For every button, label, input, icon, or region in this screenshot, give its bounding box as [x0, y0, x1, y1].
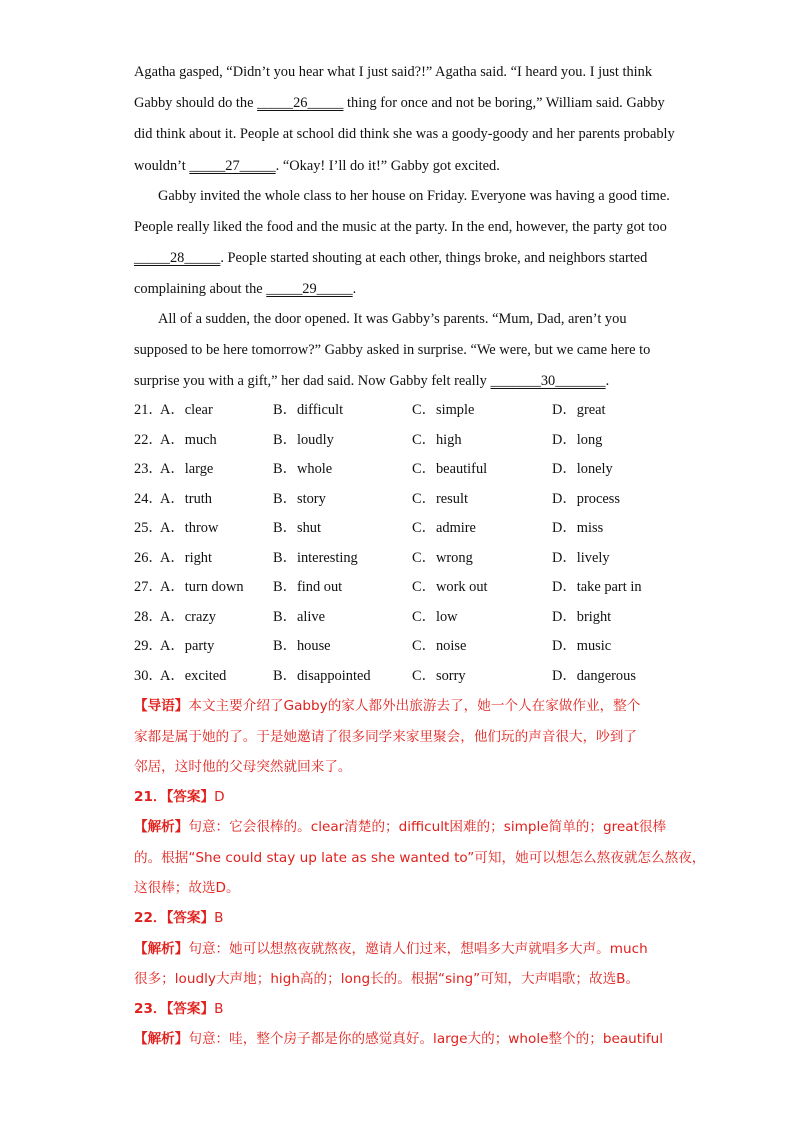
- passage-text: thing for once and not be boring,” William said. Gabby: [343, 95, 665, 111]
- blank-27: _____27_____: [189, 158, 276, 174]
- option-c: C．admire: [412, 520, 476, 536]
- option-a: A．right: [160, 550, 212, 566]
- analysis-line: [134, 908, 223, 928]
- option-c: C．work out: [412, 579, 488, 595]
- option-b: B．find out: [273, 579, 343, 595]
- option-row: [134, 400, 674, 420]
- blank-28: _____28_____: [134, 250, 221, 266]
- question-number: 29．: [134, 638, 163, 654]
- passage-text: .: [352, 281, 357, 297]
- option-row: [134, 518, 674, 538]
- option-row: [134, 548, 674, 568]
- blank-26: _____26_____: [257, 95, 344, 111]
- passage-text: .: [605, 373, 610, 389]
- answer-tag: 22．【答案】: [134, 910, 215, 926]
- option-d: D．take part in: [552, 579, 642, 595]
- option-b: B．whole: [273, 461, 333, 477]
- analysis-line: [134, 696, 640, 716]
- question-number: 21．: [134, 402, 163, 418]
- question-number: 22．: [134, 432, 163, 448]
- passage-line: [134, 340, 650, 360]
- question-number: 28．: [134, 609, 163, 625]
- answer-value: B: [214, 910, 224, 926]
- analysis-line: [134, 757, 352, 777]
- question-number: 25．: [134, 520, 163, 536]
- passage-text: complaining about the: [134, 281, 267, 297]
- passage-line: [134, 124, 675, 144]
- option-d: D．long: [552, 432, 603, 448]
- analysis-line: [134, 727, 637, 747]
- answer-tag: 23．【答案】: [134, 1001, 215, 1017]
- passage-text: supposed to be here tomorrow?” Gabby asked in surprise. “We were, but we came here to: [134, 342, 651, 358]
- analysis-text: 句意：哇，整个房子都是你的感觉真好。large大的；whole整个的；beautiful: [188, 1031, 664, 1047]
- passage-line: [134, 217, 667, 237]
- question-number: 27．: [134, 579, 163, 595]
- option-b: B．alive: [273, 609, 325, 625]
- option-b: B．loudly: [273, 432, 334, 448]
- option-d: D．lively: [552, 550, 610, 566]
- answer-value: D: [214, 789, 225, 805]
- analysis-text: 邻居，这时他的父母突然就回来了。: [134, 759, 352, 775]
- analysis-text: 这很棒；故选D。: [134, 880, 240, 896]
- option-row: [134, 577, 674, 597]
- option-a: A．truth: [160, 491, 212, 507]
- option-row: [134, 607, 674, 627]
- analysis-line: [134, 787, 225, 807]
- option-d: D．process: [552, 491, 620, 507]
- analysis-line: [134, 939, 648, 959]
- option-d: D．lonely: [552, 461, 613, 477]
- option-row: [134, 666, 674, 686]
- passage-text: did think about it. People at school did think she was a goody-goody and her parents probably: [134, 126, 675, 142]
- passage-text: Gabby invited the whole class to her house on Friday. Everyone was having a good time.: [158, 188, 670, 204]
- option-a: A．much: [160, 432, 217, 448]
- option-a: A．crazy: [160, 609, 216, 625]
- option-a: A．excited: [160, 668, 227, 684]
- analysis-text: 句意：它会很棒的。clear清楚的；difficult困难的；simple简单的；great很棒: [188, 819, 667, 835]
- answer-tag: 21．【答案】: [134, 789, 215, 805]
- option-d: D．great: [552, 402, 606, 418]
- passage-text: . People started shouting at each other, things broke, and neighbors started: [220, 250, 648, 266]
- option-a: A．clear: [160, 402, 213, 418]
- question-number: 30．: [134, 668, 163, 684]
- passage-text: . “Okay! I’ll do it!” Gabby got excited.: [275, 158, 500, 174]
- option-a: A．turn down: [160, 579, 244, 595]
- passage-text: Gabby should do the: [134, 95, 258, 111]
- blank-29: _____29_____: [266, 281, 353, 297]
- question-number: 26．: [134, 550, 163, 566]
- option-a: A．large: [160, 461, 214, 477]
- analysis-text: 的。根据“She could stay up late as she wanted to”可知，她可以想怎么熬夜就怎么熬夜，: [134, 850, 706, 866]
- analysis-line: [134, 1029, 663, 1049]
- passage-line: [134, 248, 647, 268]
- option-c: C．noise: [412, 638, 467, 654]
- question-number: 23．: [134, 461, 163, 477]
- option-d: D．dangerous: [552, 668, 636, 684]
- option-d: D．miss: [552, 520, 604, 536]
- analysis-text: 家都是属于她的了。于是她邀请了很多同学来家里聚会，他们玩的声音很大，吵到了: [134, 729, 637, 745]
- analysis-line: [134, 969, 639, 989]
- option-d: D．bright: [552, 609, 612, 625]
- option-b: B．difficult: [273, 402, 344, 418]
- option-c: C．simple: [412, 402, 475, 418]
- passage-line: [134, 93, 665, 113]
- analysis-tag: 【解析】: [134, 941, 189, 957]
- option-a: A．throw: [160, 520, 219, 536]
- option-d: D．music: [552, 638, 612, 654]
- option-b: B．house: [273, 638, 331, 654]
- analysis-text: 句意：她可以想熬夜就熬夜，邀请人们过来，想唱多大声就唱多大声。much: [188, 941, 648, 957]
- analysis-line: [134, 817, 666, 837]
- option-a: A．party: [160, 638, 215, 654]
- option-row: [134, 430, 674, 450]
- option-b: B．story: [273, 491, 326, 507]
- passage-text: Agatha gasped, “Didn’t you hear what I just said?!” Agatha said. “I heard you. I just think: [134, 64, 653, 80]
- passage-text: All of a sudden, the door opened. It was Gabby’s parents. “Mum, Dad, aren’t you: [158, 311, 627, 327]
- option-row: [134, 636, 674, 656]
- analysis-line: [134, 848, 705, 868]
- passage-line: [134, 156, 500, 176]
- question-number: 24．: [134, 491, 163, 507]
- option-c: C．result: [412, 491, 468, 507]
- analysis-tag: 【解析】: [134, 1031, 189, 1047]
- answer-value: B: [214, 1001, 224, 1017]
- analysis-tag: 【导语】: [134, 698, 189, 714]
- option-c: C．wrong: [412, 550, 473, 566]
- blank-30: _______30_______: [490, 373, 606, 389]
- option-b: B．interesting: [273, 550, 358, 566]
- analysis-text: 本文主要介绍了Gabby的家人都外出旅游去了，她一个人在家做作业，整个: [188, 698, 641, 714]
- option-row: [134, 459, 674, 479]
- option-b: B．disappointed: [273, 668, 371, 684]
- passage-text: surprise you with a gift,” her dad said. Now Gabby felt really: [134, 373, 491, 389]
- passage-line: [134, 62, 652, 82]
- analysis-text: 很多；loudly大声地；high高的；long长的。根据“sing”可知，大声唱歌；故选B。: [134, 971, 640, 987]
- option-c: C．high: [412, 432, 462, 448]
- passage-line: [158, 186, 670, 206]
- analysis-line: [134, 999, 223, 1019]
- option-c: C．low: [412, 609, 458, 625]
- passage-line: [134, 279, 356, 299]
- passage-text: wouldn’t: [134, 158, 190, 174]
- option-c: C．sorry: [412, 668, 466, 684]
- analysis-tag: 【解析】: [134, 819, 189, 835]
- analysis-line: [134, 878, 240, 898]
- passage-line: [158, 309, 627, 329]
- option-row: [134, 489, 674, 509]
- option-b: B．shut: [273, 520, 321, 536]
- passage-line: [134, 371, 609, 391]
- option-c: C．beautiful: [412, 461, 488, 477]
- passage-text: People really liked the food and the music at the party. In the end, however, the party got too: [134, 219, 667, 235]
